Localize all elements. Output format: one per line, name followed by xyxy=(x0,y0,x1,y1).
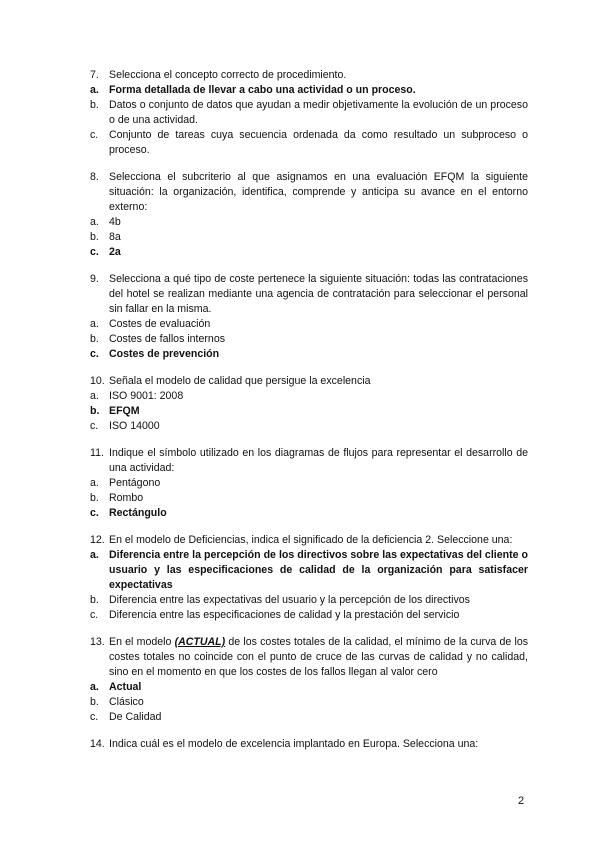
option-label: a. xyxy=(90,390,99,402)
question-7 xyxy=(90,68,528,158)
question-text: En el modelo de Deficiencias, indica el significado de la deficiencia 2. Seleccione una: xyxy=(109,534,513,546)
answer-option xyxy=(90,332,528,347)
stem-before: En el modelo xyxy=(109,636,175,648)
question-8 xyxy=(90,170,528,260)
question-text: Selecciona el subcriterio al que asignamos en una evaluación EFQM la siguiente situación: la organización, identifica, comprende y anticipa su avance en el entorno externo: xyxy=(109,171,528,213)
question-9 xyxy=(90,272,528,362)
option-label: c. xyxy=(90,609,99,621)
question-stem xyxy=(90,533,528,548)
question-number: 10. xyxy=(90,375,105,387)
option-label: b. xyxy=(90,594,99,606)
option-text: Clásico xyxy=(109,696,144,708)
answer-option xyxy=(90,404,528,419)
answer-option xyxy=(90,245,528,260)
question-list xyxy=(90,68,528,764)
option-label: a. xyxy=(90,318,99,330)
stem-emphasis: (ACTUAL) xyxy=(174,636,226,648)
option-label: b. xyxy=(90,231,99,243)
option-label: c. xyxy=(90,420,99,432)
option-text: ISO 14000 xyxy=(109,420,160,432)
option-label: a. xyxy=(90,681,99,693)
option-label: c. xyxy=(90,246,99,258)
question-number: 11. xyxy=(90,447,104,459)
question-number: 9. xyxy=(90,273,99,285)
answer-option xyxy=(90,347,528,362)
answer-option xyxy=(90,98,528,128)
option-text: 2a xyxy=(109,246,121,258)
answer-option xyxy=(90,476,528,491)
question-number: 12. xyxy=(90,534,105,546)
question-10 xyxy=(90,374,528,434)
question-stem xyxy=(90,737,528,752)
option-text: 8a xyxy=(109,231,121,243)
option-text: Diferencia entre las expectativas del usuario y la percepción de los directivos xyxy=(109,594,470,606)
option-text: Rombo xyxy=(109,492,144,504)
question-text: Señala el modelo de calidad que persigue la excelencia xyxy=(109,375,371,387)
answer-option xyxy=(90,710,528,725)
question-stem xyxy=(90,374,528,389)
answer-option xyxy=(90,83,528,98)
option-label: c. xyxy=(90,711,99,723)
answer-option xyxy=(90,548,528,593)
answer-option xyxy=(90,317,528,332)
question-text: Indique el símbolo utilizado en los diagramas de flujos para representar el desarrollo de una actividad: xyxy=(109,447,528,474)
answer-option xyxy=(90,608,528,623)
question-text xyxy=(109,635,528,680)
answer-option xyxy=(90,419,528,434)
answer-option xyxy=(90,230,528,245)
answer-option xyxy=(90,506,528,521)
option-text: Conjunto de tareas cuya secuencia ordenada da como resultado un subproceso o proceso. xyxy=(109,129,528,156)
option-text: Pentágono xyxy=(109,477,161,489)
answer-option xyxy=(90,128,528,158)
answer-option xyxy=(90,491,528,506)
answer-option xyxy=(90,695,528,710)
answer-option xyxy=(90,389,528,404)
question-11 xyxy=(90,446,528,521)
question-stem xyxy=(90,635,528,680)
page-number: 2 xyxy=(518,795,525,807)
option-label: a. xyxy=(90,477,99,489)
option-label: b. xyxy=(90,696,99,708)
question-stem xyxy=(90,272,528,317)
question-14 xyxy=(90,737,528,752)
option-label: b. xyxy=(90,405,100,417)
option-text: Actual xyxy=(109,681,142,693)
question-number: 8. xyxy=(90,171,99,183)
option-label: c. xyxy=(90,507,99,519)
question-number: 14. xyxy=(90,738,105,750)
option-text: Costes de fallos internos xyxy=(109,333,226,345)
option-text: EFQM xyxy=(109,405,140,417)
question-number: 7. xyxy=(90,69,99,81)
answer-option xyxy=(90,215,528,230)
option-label: c. xyxy=(90,348,99,360)
option-text: Costes de prevención xyxy=(109,348,220,360)
option-label: b. xyxy=(90,99,99,111)
option-text: Diferencia entre las especificaciones de calidad y la prestación del servicio xyxy=(109,609,460,621)
option-label: c. xyxy=(90,129,99,141)
option-label: a. xyxy=(90,549,99,561)
question-stem xyxy=(90,68,528,83)
question-stem xyxy=(90,446,528,476)
question-12 xyxy=(90,533,528,623)
option-label: a. xyxy=(90,216,99,228)
option-label: a. xyxy=(90,84,99,96)
option-label: b. xyxy=(90,333,99,345)
question-text: Selecciona el concepto correcto de procedimiento. xyxy=(109,69,347,81)
option-text: Diferencia entre la percepción de los directivos sobre las expectativas del cliente o usuario y las especificaciones de calidad de la organización para satisfacer expectativas xyxy=(109,549,528,591)
option-text: Forma detallada de llevar a cabo una actividad o un proceso. xyxy=(109,84,416,96)
question-text: Indica cuál es el modelo de excelencia implantado en Europa. Selecciona una: xyxy=(109,738,479,750)
option-text: 4b xyxy=(109,216,121,228)
stem-after: de los costes totales de la calidad, el mínimo de la curva de los costes totales no coincide con el punto de cruce de las curvas de calidad y no calidad, sino en el momento en que los costes de los fallos llegan al valor cero xyxy=(109,636,529,678)
question-number: 13. xyxy=(90,636,105,648)
option-text: ISO 9001: 2008 xyxy=(109,390,184,402)
question-stem xyxy=(90,170,528,215)
answer-option xyxy=(90,593,528,608)
option-text: Rectángulo xyxy=(109,507,167,519)
answer-option xyxy=(90,680,528,695)
question-13 xyxy=(90,635,528,725)
option-text: Datos o conjunto de datos que ayudan a medir objetivamente la evolución de un proceso o de una actividad. xyxy=(109,99,528,126)
option-text: Costes de evaluación xyxy=(109,318,211,330)
question-text: Selecciona a qué tipo de coste pertenece la siguiente situación: todas las contrataciones del hotel se realizan mediante una agencia de contratación para seleccionar el personal sin fallar en la misma. xyxy=(109,273,528,315)
option-label: b. xyxy=(90,492,99,504)
option-text: De Calidad xyxy=(109,711,162,723)
